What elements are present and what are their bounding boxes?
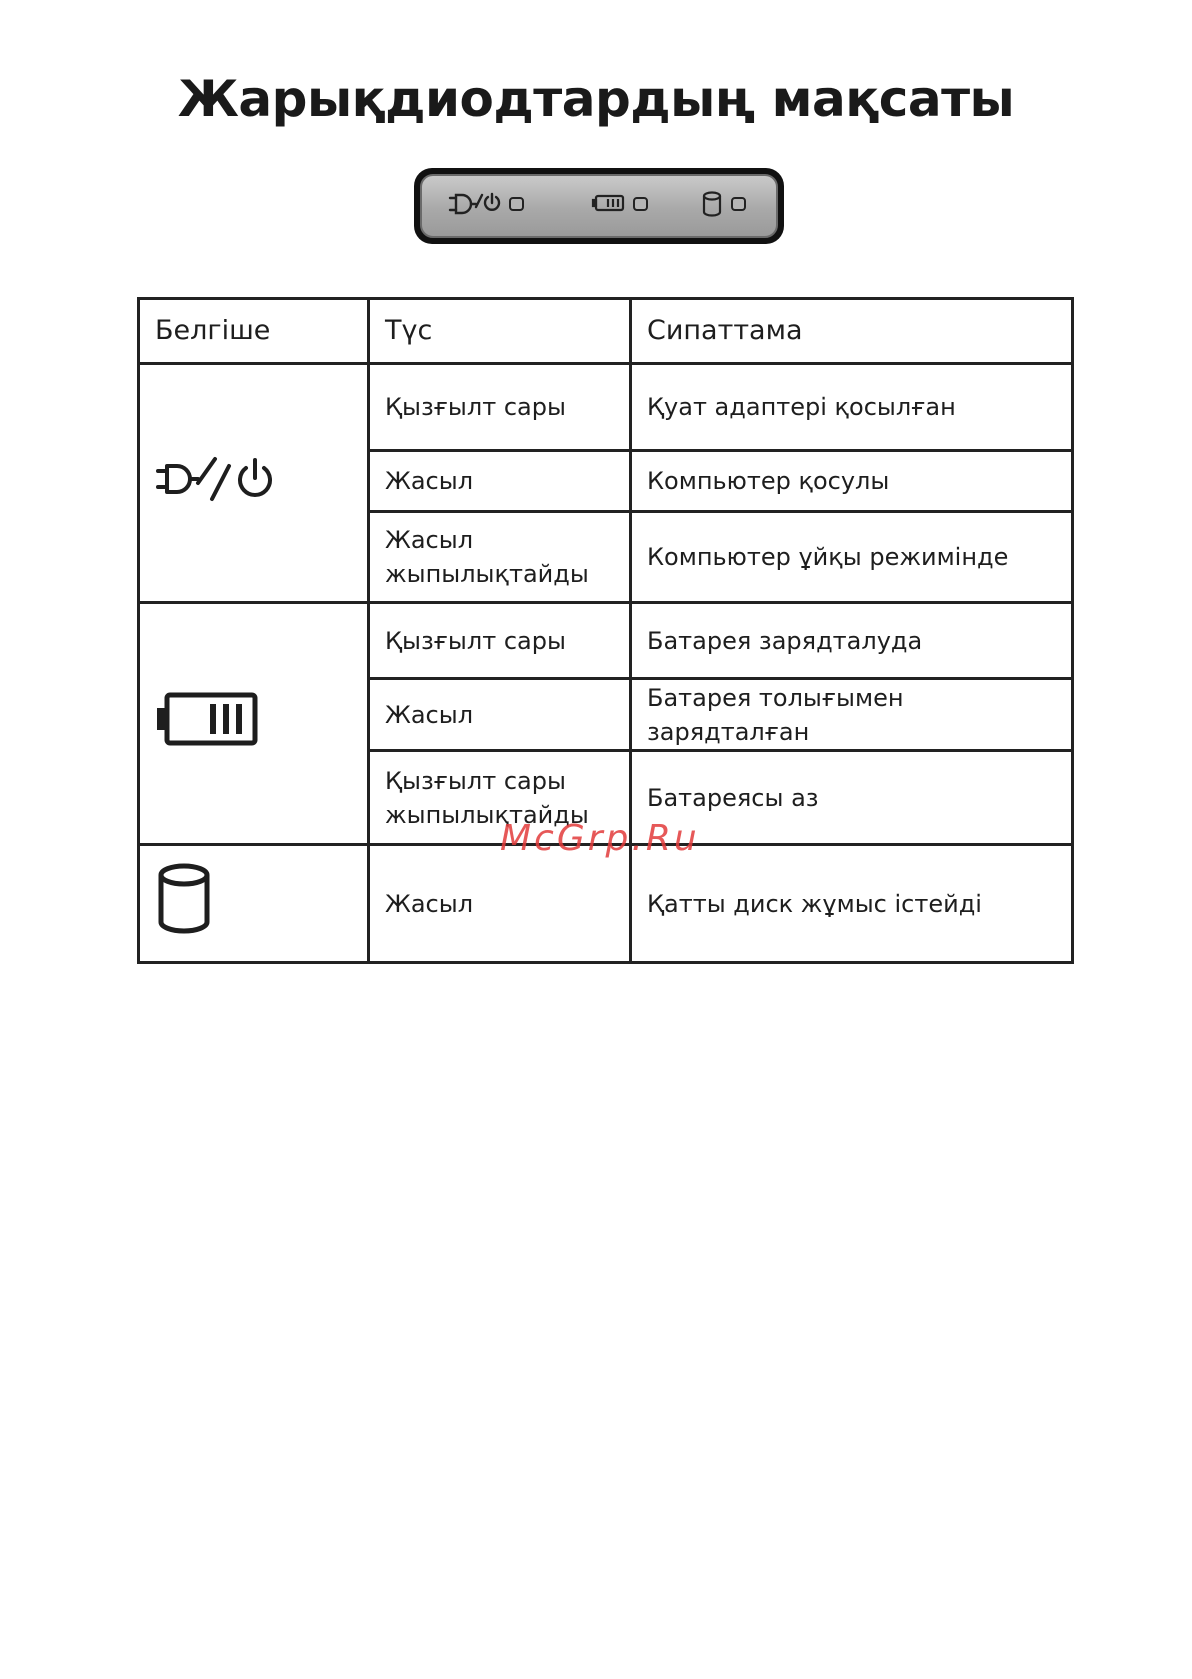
- panel-hdd-led: [732, 198, 745, 210]
- battery-icon-cell: [139, 603, 369, 845]
- table-header-row: [139, 299, 1073, 364]
- header-icon: Белгіше: [139, 299, 369, 364]
- color-cell: Қызғылт сары жыпылықтайды: [369, 751, 631, 845]
- panel-power-plug-icon: [450, 194, 499, 213]
- table-row: [139, 364, 1073, 451]
- battery-icon: [155, 690, 259, 748]
- color-cell: Қызғылт сары: [369, 603, 631, 679]
- table-row: [139, 603, 1073, 679]
- description-cell: Қуат адаптері қосылған: [631, 364, 1073, 451]
- panel-battery-led: [634, 198, 647, 210]
- hard-disk-icon: [155, 862, 213, 936]
- hard-disk-icon-cell: [139, 845, 369, 963]
- description-cell: Компьютер ұйқы режимінде: [631, 512, 1073, 603]
- page-title: Жарықдиодтардың мақсаты: [177, 70, 1015, 128]
- color-cell: Жасыл жыпылықтайды: [369, 512, 631, 603]
- color-cell: Жасыл: [369, 451, 631, 512]
- watermark: McGrp.Ru: [500, 818, 700, 859]
- panel-battery-icon: [593, 196, 623, 210]
- panel-power-led: [510, 198, 523, 210]
- table-row: [139, 845, 1073, 963]
- header-description: Сипаттама: [631, 299, 1073, 364]
- description-cell: Батареясы аз: [631, 751, 1073, 845]
- power-plug-icon: [155, 454, 285, 504]
- description-cell: Батарея толығымен зарядталған: [631, 679, 1073, 751]
- color-cell: Жасыл: [369, 679, 631, 751]
- color-cell: Қызғылт сары: [369, 364, 631, 451]
- panel-hard-disk-icon: [704, 193, 720, 216]
- description-cell: Қатты диск жұмыс істейді: [631, 845, 1073, 963]
- description-cell: Компьютер қосулы: [631, 451, 1073, 512]
- description-cell: Батарея зарядталуда: [631, 603, 1073, 679]
- led-indicator-panel: [414, 168, 784, 244]
- power-plug-icon-cell: [139, 364, 369, 603]
- color-cell: Жасыл: [369, 845, 631, 963]
- led-table: [137, 297, 1074, 964]
- header-color: Түс: [369, 299, 631, 364]
